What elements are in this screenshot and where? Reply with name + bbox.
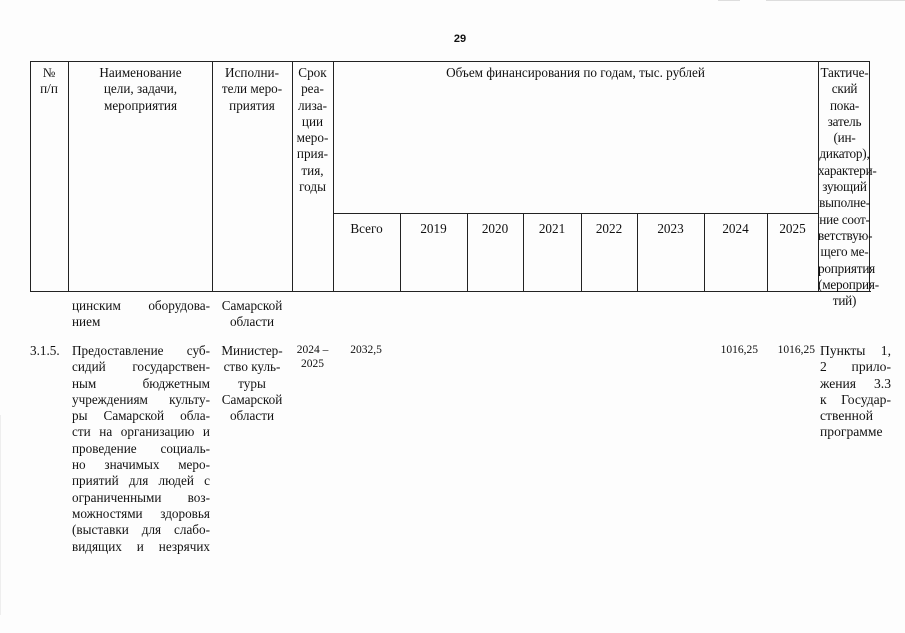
row-term: 2024 – 2025: [296, 344, 329, 370]
header-funding-title: Объем финансирования по годам, тыс. рублей: [446, 65, 705, 80]
header-year-2021: 2021: [538, 221, 566, 236]
header-year-2023: 2023: [657, 221, 684, 236]
continuation-name: цинским оборудова- нием: [72, 298, 210, 330]
header-term-label: Срок реа- лиза- ции меро- прия- тия, годы: [296, 65, 329, 195]
scan-artifact: [718, 0, 740, 1]
header-indicator-label: Тактиче- ский пока- затель (ин- дикатор), характери- зующий выполне- ние соот- ветствую- щего ме- роприятия (мероприя- тий): [818, 65, 879, 309]
header-bottom-rule: [30, 291, 871, 292]
header-year-2025: 2025: [779, 221, 806, 236]
header-number-label: № п/п: [40, 65, 58, 97]
row-2024-value: 1016,25: [720, 344, 758, 356]
continuation-executor: Самарской области: [221, 298, 283, 330]
row-executor: Министер- ство куль- туры Самарской области: [221, 343, 283, 424]
row-name: Предоставление суб- сидий государствен- ным бюджетным учреждениям культу- ры Самарской обла- сти на организацию и проведение социаль- но значимых меро- приятий для людей с ограниченными воз- можностями здоровья (выставки для слабо- видящих и незрячих: [72, 343, 210, 554]
row-total: 2032,5: [350, 344, 382, 356]
header-cell-funding: [333, 61, 818, 213]
row-number: 3.1.5.: [30, 343, 60, 358]
header-year-2022: 2022: [595, 221, 623, 236]
header-year-2024: 2024: [722, 221, 749, 236]
header-year-2019: 2019: [420, 221, 447, 236]
scan-artifact: [0, 415, 1, 615]
header-executor-label: Исполни- тели меро- приятия: [221, 65, 283, 113]
row-2025-value: 1016,25: [777, 344, 815, 356]
page-number: 29: [453, 33, 467, 45]
scan-artifact: [766, 0, 905, 1]
row-indicator: Пункты 1, 2 прило- жения 3.3 к Государ- ственной программе: [820, 343, 891, 440]
header-year-2020: 2020: [481, 221, 509, 236]
header-name-label: Наименование цели, задачи, мероприятия: [99, 65, 182, 113]
header-total-label: Всего: [350, 221, 383, 236]
